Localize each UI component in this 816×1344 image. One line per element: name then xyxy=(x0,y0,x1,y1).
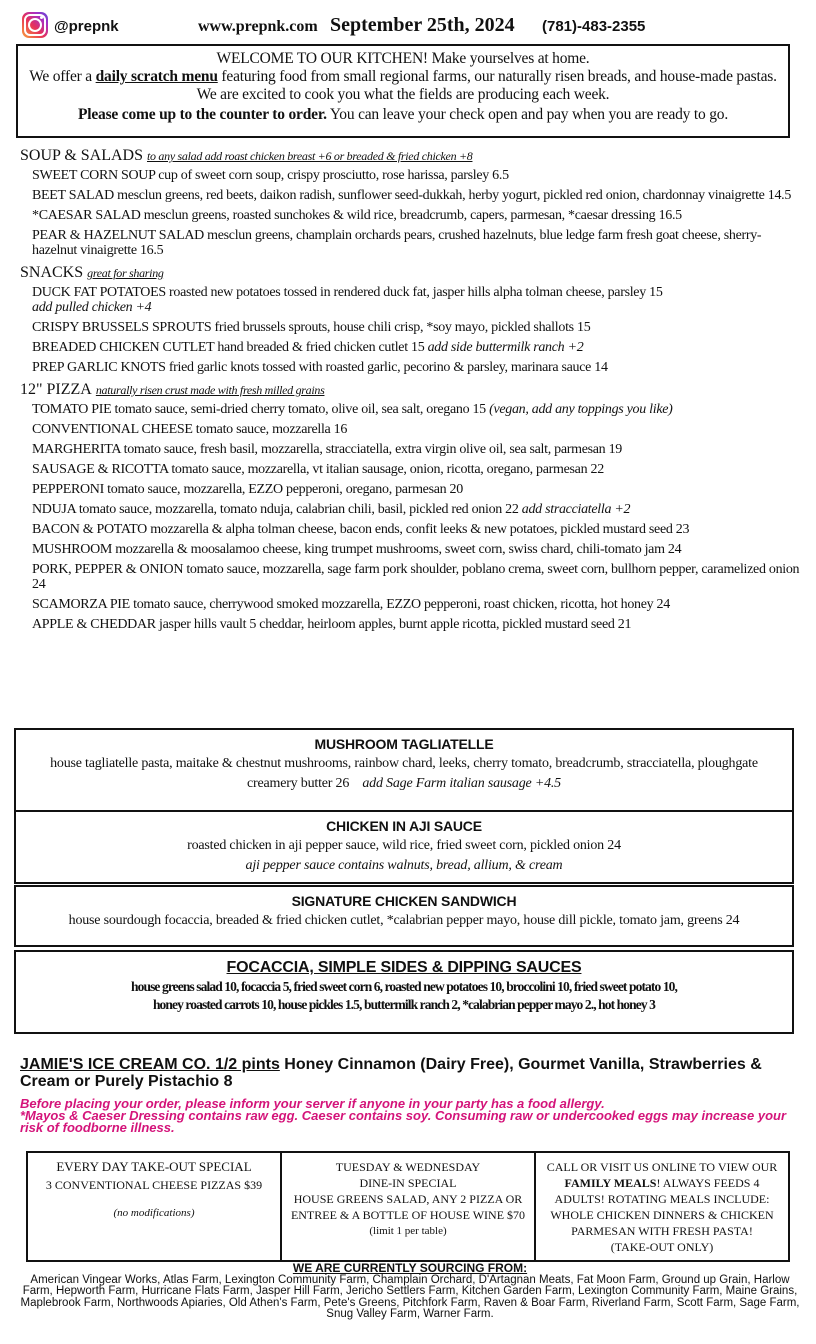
menu-item: BEET SALAD mesclun greens, red beets, daikon radish, sunflower seed-dukkah, herby yogurt, pickled red onion, chardonnay vinaigrette 14.5 xyxy=(32,188,792,203)
welcome-line: WELCOME TO OUR KITCHEN! Make yourselves at home. xyxy=(216,50,590,67)
menu-item: NDUJA tomato sauce, mozzarella, tomato nduja, calabrian chili, basil, pickled red onion 22 add stracciatella +2 xyxy=(32,502,631,517)
welcome-box xyxy=(16,44,790,138)
menu-item: PEAR & HAZELNUT SALAD mesclun greens, champlain orchards pears, crushed hazelnuts, blue ledge farm fresh goat cheese, sherry-hazelnut vinaigrette 16.5 xyxy=(32,228,762,258)
menu-item: MUSHROOM mozzarella & moosalamoo cheese, king trumpet mushrooms, sweet corn, swiss chard, chili-tomato jam 24 xyxy=(32,542,682,557)
tuesday-wednesday-special xyxy=(282,1153,536,1260)
phone-number[interactable]: (781)-483-2355 xyxy=(542,18,646,35)
menu-list xyxy=(20,146,800,637)
menu-item: SCAMORZA PIE tomato sauce, cherrywood smoked mozzarella, EZZO pepperoni, roast chicken, ricotta, hot honey 24 xyxy=(32,597,670,612)
instagram-icon[interactable] xyxy=(22,12,48,38)
menu-item: CRISPY BRUSSELS SPROUTS fried brussels sprouts, house chili crisp, *soy mayo, pickled shallots 15 xyxy=(32,320,591,335)
menu-item: SWEET CORN SOUP cup of sweet corn soup, crispy prosciutto, rose harissa, parsley 6.5 xyxy=(32,168,509,183)
dish-description: roasted chicken in aji pepper sauce, wild rice, fried sweet corn, pickled onion 24 xyxy=(187,838,621,853)
dish-note: aji pepper sauce contains walnuts, bread, allium, & cream xyxy=(245,858,563,873)
dish-description: house sourdough focaccia, breaded & fried chicken cutlet, *calabrian pepper mayo, house dill pickle, tomato jam, greens 24 xyxy=(68,913,740,928)
special-title: TUESDAY & WEDNESDAY xyxy=(335,1160,481,1174)
menu-date: September 25th, 2024 xyxy=(330,14,515,36)
section-pizza: 12" PIZZA naturally risen crust made with fresh milled grains xyxy=(20,381,325,398)
menu-item: BREADED CHICKEN CUTLET hand breaded & fried chicken cutlet 15 add side buttermilk ranch +2 xyxy=(32,340,584,355)
menu-item: MARGHERITA tomato sauce, fresh basil, mozzarella, stracciatella, extra virgin olive oil, sea salt, parmesan 19 xyxy=(32,442,622,457)
daily-scratch-menu: daily scratch menu xyxy=(95,68,218,85)
website-link[interactable]: www.prepnk.com xyxy=(198,18,318,35)
special-subtitle: DINE-IN SPECIAL xyxy=(359,1176,457,1190)
menu-item: *CAESAR SALAD mesclun greens, roasted sunchokes & wild rice, breadcrumb, capers, parmesan, *caesar dressing 16.5 xyxy=(32,208,682,223)
dish-description: house tagliatelle pasta, maitake & chestnut mushrooms, rainbow chard, leeks, cherry tomato, breadcrumb, stracciatella, ploughgate creamery butter 26 add Sage Farm italian sausage +4.5 xyxy=(50,756,758,791)
allergy-warning: Before placing your order, please inform your server if anyone in your party has a food allergy. *Mayos & Caeser Dressing contains raw egg. Caeser contains soy. Consuming raw or undercooked eggs may increase your risk of foodborne illness. xyxy=(20,1096,787,1135)
takeout-special xyxy=(28,1153,282,1260)
ice-cream-line: JAMIE'S ICE CREAM CO. 1/2 pints Honey Cinnamon (Dairy Free), Gourmet Vanilla, Strawberries & Cream or Purely Pistachio 8 xyxy=(20,1056,762,1090)
sourcing-list: American Vingear Works, Atlas Farm, Lexington Community Farm, Champlain Orchard, D'Artagnan Meats, Fat Moon Farm, Ground up Grain, Harlow Farm, Hepworth Farm, Hurricane Flats Farm, Jasper Hill Farm, Jericho Settlers Farm, Kitchen Garden Farm, Lexington Community Farm, Maine Grains, Maplebrook Farm, Northwoods Apiaries, Old Athen's Farm, Pete's Greens, Pitchfork Farm, Raven & Boar Farm, Riverland Farm, Scott Farm, Sage Farm, Snug Valley Farm, Warner Farm. xyxy=(20,1273,800,1320)
sides-box xyxy=(14,950,794,1034)
section-soup-salads: SOUP & SALADS to any salad add roast chicken breast +6 or breaded & fried chicken +8 xyxy=(20,147,473,164)
sourcing-title: WE ARE CURRENTLY SOURCING FROM: xyxy=(292,1261,528,1275)
menu-item: PEPPERONI tomato sauce, mozzarella, EZZO pepperoni, oregano, parmesan 20 xyxy=(32,482,463,497)
special-desc: 3 CONVENTIONAL CHEESE PIZZAS $39 xyxy=(45,1178,263,1192)
order-instructions: Please come up to the counter to order. You can leave your check open and pay when you are ready to go. xyxy=(77,106,729,123)
dish-title: MUSHROOM TAGLIATELLE xyxy=(314,736,494,752)
menu-item: APPLE & CHEDDAR jasper hills vault 5 cheddar, heirloom apples, burnt apple ricotta, pickled mustard seed 21 xyxy=(32,617,632,632)
special-desc: CALL OR VISIT US ONLINE TO VIEW OUR FAMILY MEALS! ALWAYS FEEDS 4 ADULTS! ROTATING MEALS INCLUDE: WHOLE CHICKEN DINNERS & CHICKEN PARMESAN WITH FRESH PASTA! xyxy=(546,1160,778,1238)
section-snacks: SNACKS great for sharing xyxy=(20,264,164,281)
menu-item: TOMATO PIE tomato sauce, semi-dried cherry tomato, olive oil, sea salt, oregano 15 (vegan, add any toppings you like) xyxy=(32,402,673,417)
sides-list: honey roasted carrots 10, house pickles 1.5, buttermilk ranch 2, *calabrian pepper mayo 2., hot honey 3 xyxy=(152,997,656,1012)
welcome-intro: We offer a daily scratch menu featuring food from small regional farms, our naturally risen breads, and house-made pastas. We are excited to cook you what the fields are producing each week. xyxy=(29,68,777,103)
specials-table xyxy=(26,1151,790,1262)
special-note: (TAKE-OUT ONLY) xyxy=(610,1240,714,1254)
menu-item: PREP GARLIC KNOTS fried garlic knots tossed with roasted garlic, pecorino & parsley, marinara sauce 14 xyxy=(32,360,608,375)
dish-title: CHICKEN IN AJI SAUCE xyxy=(326,818,482,834)
sides-list: house greens salad 10, focaccia 5, fried sweet corn 6, roasted new potatoes 10, broccolini 10, fried sweet potato 10, xyxy=(131,979,677,994)
sourcing-footer xyxy=(20,1263,800,1321)
special-desc: HOUSE GREENS SALAD, ANY 2 PIZZA OR ENTREE & A BOTTLE OF HOUSE WINE $70 xyxy=(290,1192,526,1222)
menu-item: BACON & POTATO mozzarella & alpha tolman cheese, bacon ends, confit leeks & new potatoes, pickled mustard seed 23 xyxy=(32,522,690,537)
mushroom-tagliatelle-box xyxy=(14,728,794,812)
dish-title: SIGNATURE CHICKEN SANDWICH xyxy=(291,893,517,909)
menu-item: CONVENTIONAL CHEESE tomato sauce, mozzarella 16 xyxy=(32,422,348,437)
menu-item: SAUSAGE & RICOTTA tomato sauce, mozzarella, vt italian sausage, onion, ricotta, oregano, parmesan 22 xyxy=(32,462,604,477)
family-meals-special xyxy=(536,1153,788,1260)
sides-title: FOCACCIA, SIMPLE SIDES & DIPPING SAUCES xyxy=(226,959,582,976)
menu-item: PORK, PEPPER & ONION tomato sauce, mozzarella, sage farm pork shoulder, poblano crema, sweet corn, bullhorn pepper, caramelized onion 24 xyxy=(32,562,800,592)
chicken-aji-box xyxy=(14,810,794,884)
header xyxy=(20,10,800,44)
special-note: (no modifications) xyxy=(113,1207,195,1219)
menu-item: DUCK FAT POTATOES roasted new potatoes tossed in rendered duck fat, jasper hills alpha tolman cheese, parsley 15 add pulled chicken +4 xyxy=(32,285,663,315)
special-title: EVERY DAY TAKE-OUT SPECIAL xyxy=(56,1159,252,1174)
chicken-sandwich-box xyxy=(14,885,794,947)
instagram-handle[interactable]: @prepnk xyxy=(54,18,119,35)
special-note: (limit 1 per table) xyxy=(369,1225,447,1237)
